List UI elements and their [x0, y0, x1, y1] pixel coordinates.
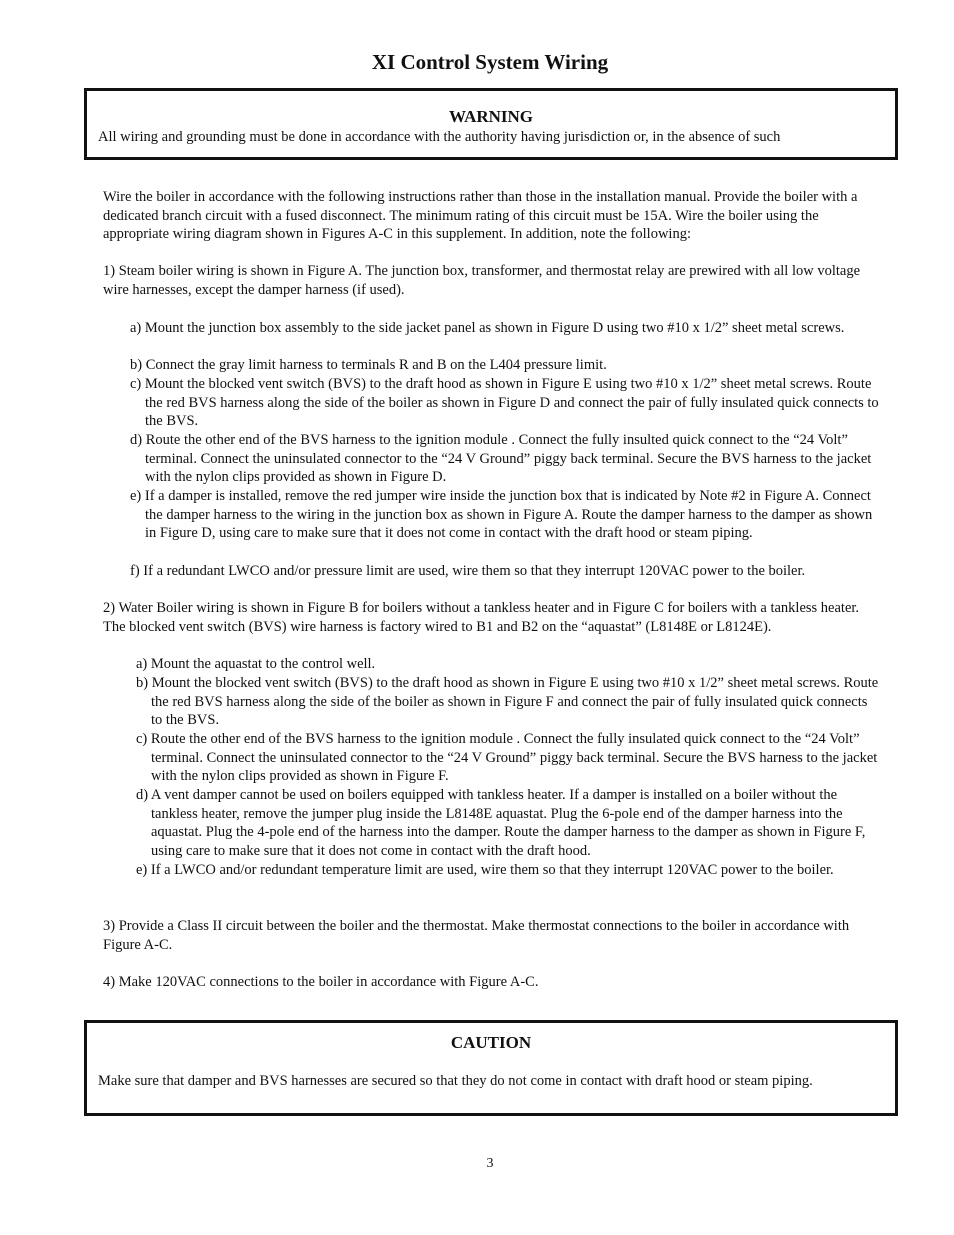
section-1-text: 1) Steam boiler wiring is shown in Figure A. The junction box, transformer, and thermostat relay are prewired with all low voltage wire harnesses, except the damper harness (if used). — [103, 263, 861, 298]
section-1-item-a: a) Mount the junction box assembly to the side jacket panel as shown in Figure D using two #10 x 1/2” sheet metal screws. — [130, 320, 845, 336]
section-3-text: 3) Provide a Class II circuit between the boiler and the thermostat. Make thermostat connections to the boiler in accordance with Figure A-C. — [103, 918, 850, 953]
section-1-item-c: c) Mount the blocked vent switch (BVS) to the draft hood as shown in Figure E using two #10 x 1/2” sheet metal screws. Route the red BVS harness along the side of the boiler as shown in Figure D and connect the pair of fully insulated quick connects to the BVS. — [130, 376, 879, 430]
section-1-item-f: f) If a redundant LWCO and/or pressure limit are used, wire them so that they interrupt 120VAC power to the boiler. — [130, 563, 806, 579]
page-number: 3 — [486, 1156, 494, 1171]
warning-heading: WARNING — [448, 107, 534, 126]
warning-text: All wiring and grounding must be done in accordance with the authority having jurisdiction or, in the absence of such — [98, 129, 781, 145]
page-title: XI Control System Wiring — [371, 50, 609, 74]
intro-paragraph: Wire the boiler in accordance with the following instructions rather than those in the installation manual. Provide the boiler with a dedicated branch circuit with a fused disconnect. The minimum rating of this circuit must be 15A. Wire the boiler using the appropriate wiring diagram shown in Figures A-C in this supplement. In addition, note the following: — [103, 189, 858, 243]
section-2-item-a: a) Mount the aquastat to the control well. — [136, 656, 376, 672]
section-2-item-e: e) If a LWCO and/or redundant temperature limit are used, wire them so that they interrupt 120VAC power to the boiler. — [136, 862, 834, 878]
section-1-item-e: e) If a damper is installed, remove the red jumper wire inside the junction box that is indicated by Note #2 in Figure A. Connect the damper harness to the wiring in the junction box as shown in Figure A. Route the damper harness to the damper as shown in Figure D, using care to make sure that it does not come in contact with the draft hood or steam piping. — [130, 488, 873, 542]
section-4-text: 4) Make 120VAC connections to the boiler in accordance with Figure A-C. — [103, 974, 539, 990]
section-2-item-c: c) Route the other end of the BVS harness to the ignition module . Connect the fully insulated quick connect to the “24 Volt” terminal. Connect the uninsulated connector to the “24 V Ground” piggy back terminal. Secure the BVS harness to the jacket with the nylon clips provided as shown in Figure F. — [136, 731, 878, 785]
caution-text: Make sure that damper and BVS harnesses are secured so that they do not come in contact with draft hood or steam piping. — [98, 1073, 813, 1089]
section-1-item-b: b) Connect the gray limit harness to terminals R and B on the L404 pressure limit. — [130, 357, 607, 373]
section-1-item-d: d) Route the other end of the BVS harness to the ignition module . Connect the fully insulted quick connect to the “24 Volt” terminal. Connect the uninsulated connector to the “24 V Ground” piggy back terminal. Secure the BVS harness to the jacket with the nylon clips provided as shown in Figure D. — [130, 432, 872, 486]
section-2-item-d: d) A vent damper cannot be used on boilers equipped with tankless heater. If a damper is installed on a boiler without the tankless heater, remove the jumper plug inside the L8148E aquastat. Plug the 6-pole end of the damper harness into the aquastat. Plug the 4-pole end of the harness into the damper. Route the damper harness to the damper as shown in Figure F, using care to make sure that it does not come in contact with the draft hood. — [136, 787, 866, 860]
warning-box — [84, 88, 898, 160]
caution-box — [84, 1020, 898, 1116]
section-2-item-b: b) Mount the blocked vent switch (BVS) to the draft hood as shown in Figure E using two #10 x 1/2” sheet metal screws. Route the red BVS harness along the side of the boiler as shown in Figure F and connect the pair of fully insulated quick connects to the BVS. — [136, 675, 879, 729]
caution-heading: CAUTION — [450, 1033, 532, 1052]
section-2-text: 2) Water Boiler wiring is shown in Figure B for boilers without a tankless heater and in Figure C for boilers with a tankless heater. The blocked vent switch (BVS) wire harness is factory wired to B1 and B2 on the “aquastat” (L8148E or L8124E). — [103, 600, 860, 635]
